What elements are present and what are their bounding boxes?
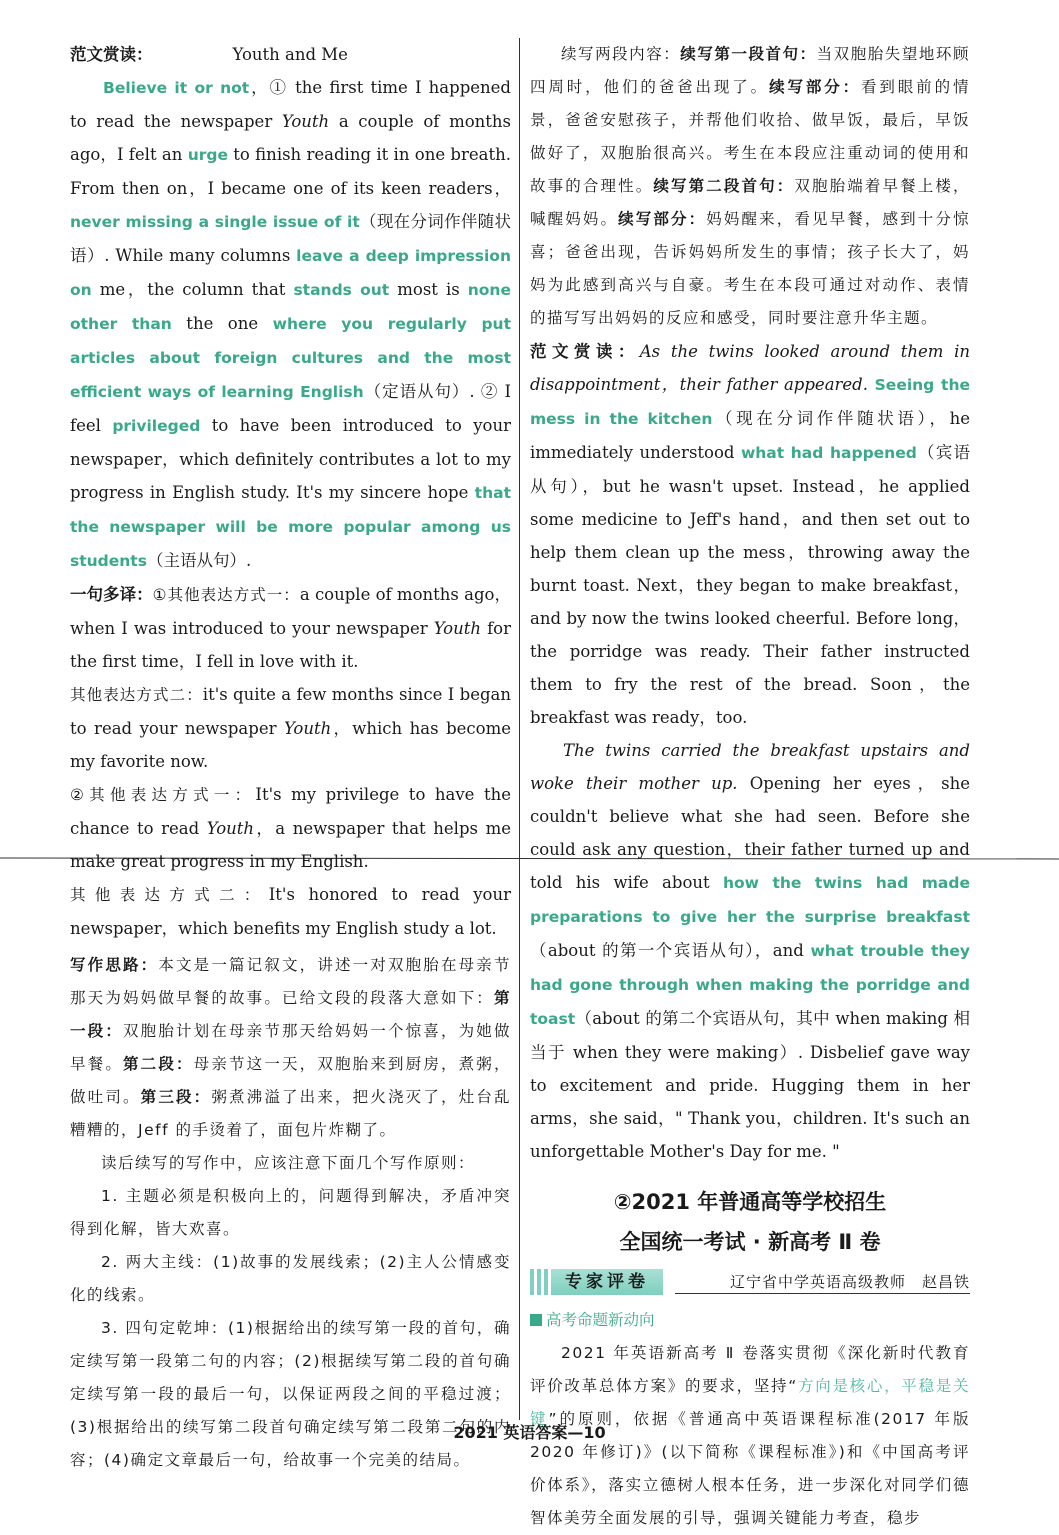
- page-footer: 2021 英语答案—10: [453, 1423, 606, 1442]
- section-heading: ②2021 年普通高等学校招生 全国统一考试 · 新高考 Ⅱ 卷: [613, 1190, 887, 1254]
- highlight-phrase: urge: [187, 146, 228, 164]
- model-paragraph-2: [530, 734, 970, 1168]
- text-run: （定语从句）. ② I feel: [70, 382, 511, 435]
- highlight-phrase: where you regularly put articles about foreign cultures and the most efficient ways of learning English: [70, 315, 511, 401]
- text-run: the one: [171, 314, 273, 333]
- model-paragraph-1: [530, 335, 970, 734]
- essay-label: 范文赏读：: [70, 45, 153, 64]
- alt-1: 一句多译：①其他表达方式一：a couple of months ago，when I was introduced to your newspaper Youth for the first time，I fell in love with it.: [70, 585, 512, 671]
- text-run: to have been introduced to your newspaper，which definitely contributes a lot to my progress in English study. It's my sincere hope: [70, 416, 511, 502]
- square-bullet-icon: [530, 1314, 542, 1326]
- highlight-phrase: none other than: [70, 281, 511, 333]
- highlight-phrase: that the newspaper will be more popular among us students: [70, 484, 511, 570]
- highlight-phrase: never missing a single issue of it: [70, 213, 360, 231]
- stripe-decoration: [530, 1269, 548, 1295]
- principles-intro: 读后续写的写作中，应该注意下面几个写作原则：: [101, 1154, 476, 1172]
- highlight-phrase: how the twins had made preparations to give her the surprise breakfast: [530, 874, 970, 926]
- highlight-phrase: Believe it or not: [103, 79, 250, 97]
- left-column: [70, 38, 511, 1477]
- highlight-phrase: leave a deep impression on: [70, 247, 511, 299]
- text-run: a couple of months ago，I felt an: [70, 112, 511, 164]
- highlight-phrase: privileged: [112, 417, 201, 435]
- text-run: （宾语从句），but he wasn't upset. Instead，he applied some medicine to Jeff's hand，and then set out to help them clean up the mess，throwing away the burnt toast. Next，they began to make breakfast，and by now the twins looked cheerful. Before long，the porridge was ready. Their father instructed them to fry the rest of the bread. Soon，the breakfast was ready，too.: [530, 443, 970, 727]
- principle-1: 1. 主题必须是积极向上的，问题得到解决，矛盾冲突得到化解，皆大欢喜。: [70, 1187, 511, 1238]
- expert-review-bar: [530, 1266, 970, 1298]
- text-run: （现在分词作伴随状语），he immediately understood: [530, 409, 970, 462]
- essay-paragraph: [70, 71, 511, 578]
- essay-title-line: [70, 38, 511, 71]
- highlight-phrase: what trouble they had gone through when making the porridge and toast: [530, 942, 971, 1028]
- principle-2: 2. 两大主线：(1)故事的发展线索；(2)主人公情感变化的线索。: [70, 1253, 511, 1304]
- text-run: （about 的第二个宾语从句，其中 when making 相当于 when they were making）. Disbelief gave way to excitement and pride. Hugging them in her arms，she said，" Thank you，children. It's such an unforgettable Mother's Day for me. ": [530, 1009, 970, 1161]
- text-run: As the twins looked around them in disappointment，their father appeared.: [530, 342, 970, 394]
- column-divider: [519, 38, 520, 1420]
- continuation-guide: 续写两段内容：续写第一段首句：当双胞胎失望地环顾四周时，他们的爸爸出现了。续写部分：看到眼前的情景，爸爸安慰孩子，并帮他们收拾、做早饭，最后，早饭做好了，双胞胎很高兴。考生在本段应注重动词的使用和故事的合理性。续写第二段首句：双胞胎端着早餐上楼，喊醒妈妈。续写部分：妈妈醒来，看见早餐，感到十分惊喜；爸爸出现，告诉妈妈所发生的事情；孩子长大了，妈妈为此感到高兴与自豪。考生在本段可通过对动作、表情的描写写出妈妈的反应和感受，同时要注意升华主题。: [530, 45, 970, 327]
- essay-title: Youth and Me: [232, 45, 348, 64]
- trend-body: 2021 年英语新高考 Ⅱ 卷落实贯彻《深化新时代教育评价改革总体方案》的要求，坚持“方向是核心，平稳是关键”的原则，依据《普通高中英语课程标准(2017 年版 2020 年修订)》(以下简称《课程标准》)和《中国高考评价体系》，落实立德树人根本任务，进一步深化对同学们德智体美劳全面发展的引导，强调关键能力考查，稳步: [530, 1344, 970, 1527]
- idea-label: 写作思路：: [70, 956, 159, 974]
- text-run: ，① the first time I happened to read the newspaper: [70, 78, 511, 131]
- writing-idea: 写作思路：本文是一篇记叙文，讲述一对双胞胎在母亲节那天为妈妈做早餐的故事。已给文段的段落大意如下：第一段：双胞胎计划在母亲节那天给妈妈一个惊喜，为她做早餐。第二段：母亲节这一天，双胞胎来到厨房，煮粥，做吐司。第三段：粥煮沸溢了出来，把火浇灭了，灶台乱糟糟的，Jeff 的手烫着了，面包片炸糊了。: [70, 956, 511, 1139]
- highlight-phrase: Seeing the mess in the kitchen: [530, 376, 971, 428]
- text-run: （about 的第一个宾语从句），and: [530, 941, 811, 960]
- highlight-phrase: stands out: [293, 281, 390, 299]
- alt-label: 一句多译：: [70, 585, 153, 604]
- expert-author: 辽宁省中学英语高级教师 赵昌铁: [675, 1271, 970, 1294]
- highlight-phrase: what had happened: [740, 444, 917, 462]
- new-trend-subheading: 高考命题新动向: [530, 1304, 970, 1337]
- expert-review-title: 专家评卷: [551, 1269, 663, 1295]
- text-run: me，the column that: [91, 280, 294, 299]
- text-run: Opening her eyes，she couldn't believe what she had seen. Before she could ask any question，their father turned up and told his wife about: [530, 774, 971, 892]
- text-run: Youth: [281, 112, 330, 131]
- text-run: （主语从句）.: [146, 551, 252, 570]
- text-run: to finish reading it in one breath. From then on，I became one of its keen readers，: [70, 145, 511, 198]
- alt-4: 其他表达方式二：It's honored to read your newspaper，which benefits my English study a lot.: [70, 885, 511, 938]
- text-run: [868, 375, 875, 394]
- essay-label-right: 范文赏读：: [530, 342, 640, 361]
- text-run: The twins carried the breakfast upstairs and woke their mother up.: [530, 741, 970, 793]
- alt-2: 其他表达方式二：it's quite a few months since I began to read your newspaper Youth，which has become my favorite now.: [70, 685, 511, 771]
- right-column: [530, 38, 970, 1535]
- text-run: （现在分词作伴随状语）. While many columns: [70, 212, 511, 265]
- principle-3: 3. 四句定乾坤：(1)根据给出的续写第一段的首句，确定续写第一段第二句的内容；(2)根据续写第二段的首句确定续写第一段的最后一句，以保证两段之间的平稳过渡；(3)根据给出的续写第二段首句确定续写第二段第二句的内容；(4)确定文章最后一句，给故事一个完美的结局。: [70, 1319, 511, 1469]
- alt-3: ②其他表达方式一：It's my privilege to have the chance to read Youth，a newspaper that helps me make great progress in my English.: [70, 785, 511, 871]
- text-run: most is: [389, 280, 468, 299]
